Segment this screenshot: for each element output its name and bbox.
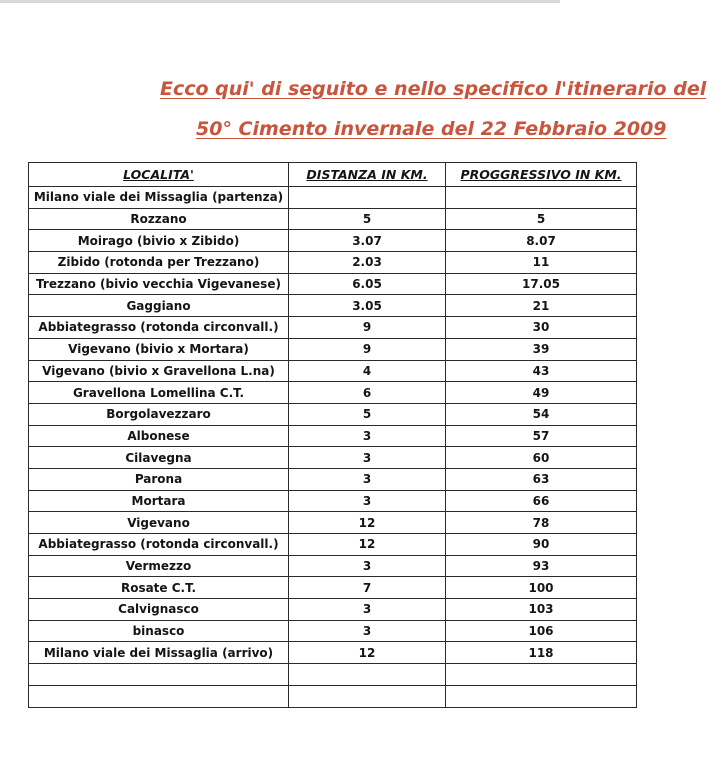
- table-row: [29, 295, 637, 317]
- cell-localita: Calvignasco: [29, 599, 289, 621]
- cell-progressivo: 21: [446, 295, 637, 317]
- cell-localita: Abbiategrasso (rotonda circonvall.): [29, 534, 289, 556]
- cell-distanza: 3.07: [289, 230, 446, 252]
- cell-progressivo: 90: [446, 534, 637, 556]
- cell-distanza: 3: [289, 599, 446, 621]
- table-row: [29, 208, 637, 230]
- cell-localita: Moirago (bivio x Zibido): [29, 230, 289, 252]
- table-row-empty: [29, 664, 637, 686]
- cell-distanza: 3: [289, 447, 446, 469]
- header-distanza: DISTANZA IN KM.: [289, 163, 446, 187]
- cell-distanza: [289, 187, 446, 209]
- cell-localita: Rosate C.T.: [29, 577, 289, 599]
- cell-localita: Mortara: [29, 490, 289, 512]
- table-row: [29, 252, 637, 274]
- cell-progressivo: 63: [446, 468, 637, 490]
- cell-progressivo: 93: [446, 555, 637, 577]
- cell-localita: Parona: [29, 468, 289, 490]
- cell-progressivo: 66: [446, 490, 637, 512]
- cell-distanza: 5: [289, 403, 446, 425]
- cell-progressivo: 118: [446, 642, 637, 664]
- table-row-empty: [29, 685, 637, 707]
- cell-progressivo: 43: [446, 360, 637, 382]
- header-localita: LOCALITA': [29, 163, 289, 187]
- cell-distanza: 4: [289, 360, 446, 382]
- cell-distanza: 9: [289, 338, 446, 360]
- cell-localita: Gravellona Lomellina C.T.: [29, 382, 289, 404]
- table-row: [29, 447, 637, 469]
- cell-localita: Cilavegna: [29, 447, 289, 469]
- cell-distanza: 3.05: [289, 295, 446, 317]
- heading-line-1: Ecco qui' di seguito e nello specifico l'itinerario del: [160, 78, 707, 100]
- cell-distanza: 3: [289, 620, 446, 642]
- cell-distanza: 3: [289, 425, 446, 447]
- cell-localita: Milano viale dei Missaglia (partenza): [29, 187, 289, 209]
- cell-progressivo: 39: [446, 338, 637, 360]
- cell-localita: Abbiategrasso (rotonda circonvall.): [29, 317, 289, 339]
- cell-localita: [29, 664, 289, 686]
- cell-progressivo: 17.05: [446, 273, 637, 295]
- cell-progressivo: 57: [446, 425, 637, 447]
- cell-progressivo: [446, 664, 637, 686]
- cell-progressivo: 106: [446, 620, 637, 642]
- cell-localita: Rozzano: [29, 208, 289, 230]
- cell-distanza: 7: [289, 577, 446, 599]
- cell-progressivo: 49: [446, 382, 637, 404]
- heading-line-2: 50° Cimento invernale del 22 Febbraio 2009: [196, 118, 667, 140]
- cell-localita: Borgolavezzaro: [29, 403, 289, 425]
- cell-progressivo: 60: [446, 447, 637, 469]
- table-row: [29, 425, 637, 447]
- cell-progressivo: 100: [446, 577, 637, 599]
- cell-localita: Vigevano (bivio x Gravellona L.na): [29, 360, 289, 382]
- cell-localita: Trezzano (bivio vecchia Vigevanese): [29, 273, 289, 295]
- table-row: [29, 360, 637, 382]
- cell-localita: Vigevano: [29, 512, 289, 534]
- cell-distanza: 3: [289, 468, 446, 490]
- cell-progressivo: 78: [446, 512, 637, 534]
- cell-distanza: 2.03: [289, 252, 446, 274]
- cell-distanza: 5: [289, 208, 446, 230]
- cell-distanza: 3: [289, 490, 446, 512]
- table-row: [29, 187, 637, 209]
- cell-localita: Albonese: [29, 425, 289, 447]
- table-row: [29, 512, 637, 534]
- cell-progressivo: 54: [446, 403, 637, 425]
- cell-localita: Vigevano (bivio x Mortara): [29, 338, 289, 360]
- table-row: [29, 555, 637, 577]
- table-row: [29, 382, 637, 404]
- table-row: [29, 577, 637, 599]
- cell-distanza: 9: [289, 317, 446, 339]
- itinerary-table: [28, 162, 637, 708]
- cell-progressivo: 8.07: [446, 230, 637, 252]
- cell-progressivo: 30: [446, 317, 637, 339]
- cell-localita: Gaggiano: [29, 295, 289, 317]
- table-row: [29, 403, 637, 425]
- cell-localita: binasco: [29, 620, 289, 642]
- table-row: [29, 642, 637, 664]
- table-header-row: [29, 163, 637, 187]
- cell-localita: Zibido (rotonda per Trezzano): [29, 252, 289, 274]
- table-row: [29, 620, 637, 642]
- table-row: [29, 338, 637, 360]
- cell-localita: [29, 685, 289, 707]
- cell-progressivo: [446, 187, 637, 209]
- table-row: [29, 534, 637, 556]
- table-row: [29, 490, 637, 512]
- cell-distanza: [289, 685, 446, 707]
- cell-localita: Vermezzo: [29, 555, 289, 577]
- cell-distanza: 12: [289, 642, 446, 664]
- cell-progressivo: 11: [446, 252, 637, 274]
- cell-distanza: 12: [289, 534, 446, 556]
- cell-localita: Milano viale dei Missaglia (arrivo): [29, 642, 289, 664]
- cell-distanza: 12: [289, 512, 446, 534]
- cell-progressivo: 103: [446, 599, 637, 621]
- cell-progressivo: 5: [446, 208, 637, 230]
- cell-distanza: 6: [289, 382, 446, 404]
- scan-edge-line: [0, 0, 560, 3]
- table-row: [29, 273, 637, 295]
- table-row: [29, 599, 637, 621]
- table-row: [29, 317, 637, 339]
- cell-distanza: 3: [289, 555, 446, 577]
- table-row: [29, 468, 637, 490]
- header-progressivo: PROGGRESSIVO IN KM.: [446, 163, 637, 187]
- cell-distanza: 6.05: [289, 273, 446, 295]
- cell-progressivo: [446, 685, 637, 707]
- cell-distanza: [289, 664, 446, 686]
- table-row: [29, 230, 637, 252]
